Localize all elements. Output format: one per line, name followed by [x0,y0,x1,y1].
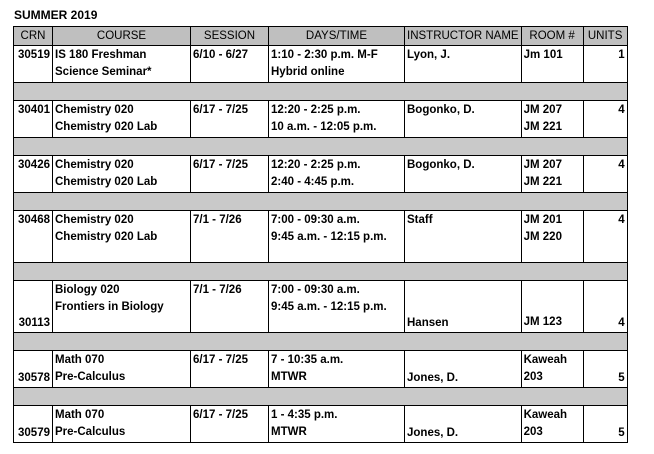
room-line: JM 123 [523,316,562,328]
room-cell [521,406,583,443]
session-cell: 6/17 - 7/25 [191,406,269,443]
course-cell [53,156,191,193]
course-line: Chemistry 020 Lab [55,121,158,133]
separator-row [14,388,628,406]
days-line: 7 - 10:35 a.m. [271,354,344,366]
days-cell [269,406,405,443]
course-line: Math 070 [55,354,105,366]
separator-row [14,333,628,351]
crn-cell: 30579 [14,406,53,443]
days-cell [269,46,405,83]
room-line: Kaweah [523,409,568,421]
table-row [14,46,628,83]
separator-row [14,83,628,101]
room-cell [521,281,583,333]
course-line: Chemistry 020 [55,159,134,171]
days-line: 7:00 - 09:30 a.m. [271,214,360,226]
room-cell [521,351,583,388]
room-line: Kaweah [523,354,568,366]
table-row [14,156,628,193]
days-line: MTWR [271,371,307,383]
instructor-cell: Staff [405,211,522,263]
table-row [14,101,628,138]
instructor-cell: Jones, D. [405,351,522,388]
header-crn: CRN [14,27,53,46]
days-line: 12:20 - 2:25 p.m. [271,104,361,116]
crn-cell: 30578 [14,351,53,388]
table-row [14,406,628,443]
course-line: IS 180 Freshman [55,49,147,61]
crn-cell: 30401 [14,101,53,138]
days-cell [269,351,405,388]
units-cell: 4 [583,101,627,138]
room-line: JM 221 [523,176,562,188]
room-cell [521,46,583,83]
separator-row [14,138,628,156]
table-row [14,351,628,388]
course-cell [53,406,191,443]
session-cell: 7/1 - 7/26 [191,281,269,333]
room-line: 203 [523,426,543,438]
days-line: Hybrid online [271,66,345,78]
room-line: JM 207 [523,159,562,171]
crn-cell: 30113 [14,281,53,333]
schedule-title: SUMMER 2019 [14,8,98,22]
instructor-cell: Bogonko, D. [405,101,522,138]
days-line: 10 a.m. - 12:05 p.m. [271,121,377,133]
course-line: Chemistry 020 Lab [55,231,158,243]
units-cell: 5 [583,351,627,388]
session-cell: 6/17 - 7/25 [191,156,269,193]
room-line: JM 207 [523,104,562,116]
course-line: Pre-Calculus [55,426,126,438]
course-line: Chemistry 020 [55,214,134,226]
crn-cell: 30468 [14,211,53,263]
session-cell: 7/1 - 7/26 [191,211,269,263]
separator-row [14,263,628,281]
days-line: 9:45 a.m. - 12:15 p.m. [271,231,387,243]
days-line: 2:40 - 4:45 p.m. [271,176,355,188]
course-cell [53,351,191,388]
room-line: JM 221 [523,121,562,133]
instructor-cell: Bogonko, D. [405,156,522,193]
course-cell [53,101,191,138]
course-line: Pre-Calculus [55,371,126,383]
days-cell [269,211,405,263]
days-line: 12:20 - 2:25 p.m. [271,159,361,171]
session-cell: 6/17 - 7/25 [191,351,269,388]
header-row [14,27,628,46]
room-cell [521,156,583,193]
room-cell [521,101,583,138]
header-days-time: DAYS/TIME [269,27,405,46]
instructor-cell: Hansen [405,281,522,333]
days-line: 7:00 - 09:30 a.m. [271,284,360,296]
session-cell: 6/17 - 7/25 [191,101,269,138]
course-cell [53,211,191,263]
days-cell [269,281,405,333]
course-line: Chemistry 020 [55,104,134,116]
course-cell [53,46,191,83]
room-line: 203 [523,371,543,383]
course-line: Frontiers in Biology [55,301,164,313]
session-cell: 6/10 - 6/27 [191,46,269,83]
days-cell [269,156,405,193]
course-line: Science Seminar* [55,66,152,78]
header-room: ROOM # [521,27,583,46]
units-cell: 4 [583,156,627,193]
course-line: Biology 020 [55,284,120,296]
units-cell: 1 [583,46,627,83]
instructor-cell: Jones, D. [405,406,522,443]
days-line: 1:10 - 2:30 p.m. M-F [271,49,378,61]
header-units: UNITS [583,27,627,46]
schedule-table [13,26,628,443]
header-session: SESSION [191,27,269,46]
separator-row [14,193,628,211]
crn-cell: 30519 [14,46,53,83]
room-cell [521,211,583,263]
table-row [14,281,628,333]
course-line: Math 070 [55,409,105,421]
course-cell [53,281,191,333]
room-line: JM 220 [523,231,562,243]
room-line: JM 201 [523,214,562,226]
days-line: 9:45 a.m. - 12:15 p.m. [271,301,387,313]
days-cell [269,101,405,138]
days-line: 1 - 4:35 p.m. [271,409,338,421]
course-line: Chemistry 020 Lab [55,176,158,188]
header-instructor: INSTRUCTOR NAME [405,27,522,46]
crn-cell: 30426 [14,156,53,193]
table-row [14,211,628,263]
days-line: MTWR [271,426,307,438]
units-cell: 4 [583,211,627,263]
instructor-cell: Lyon, J. [405,46,522,83]
header-course: COURSE [53,27,191,46]
units-cell: 4 [583,281,627,333]
units-cell: 5 [583,406,627,443]
room-line: Jm 101 [523,49,563,61]
